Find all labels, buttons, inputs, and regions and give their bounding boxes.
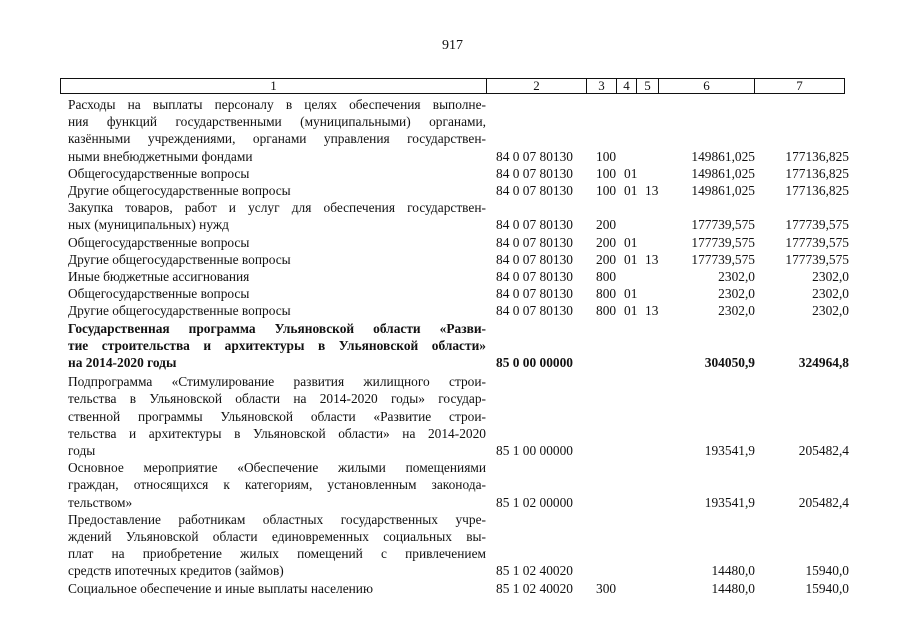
expense-type: 200 bbox=[596, 234, 617, 250]
amount-2019: 149861,025 bbox=[691, 183, 755, 198]
row-description bbox=[68, 285, 486, 302]
table-row bbox=[0, 302, 905, 319]
header-col-7: 7 bbox=[796, 78, 803, 93]
row-description bbox=[68, 511, 486, 580]
table-row bbox=[0, 182, 905, 199]
amount-2020: 177136,825 bbox=[785, 148, 849, 164]
description-line: ных (муниципальных) нужд bbox=[68, 217, 229, 233]
amount-2019: 177739,575 bbox=[691, 217, 755, 233]
amount-2020: 2302,0 bbox=[812, 269, 849, 284]
description-line: ными внебюджетными фондами bbox=[68, 148, 253, 164]
description-line: ния функций государственными (муниципальными) органами, bbox=[68, 114, 486, 130]
expense-type: 100 bbox=[596, 148, 617, 164]
amount-2019: 177739,575 bbox=[691, 251, 755, 267]
expense-type: 800 bbox=[596, 303, 617, 319]
amount-2020: 177136,825 bbox=[785, 165, 849, 181]
table-row bbox=[0, 96, 905, 165]
description-line: годы bbox=[68, 442, 96, 458]
row-description bbox=[68, 165, 486, 182]
amount-2020: 177739,575 bbox=[785, 234, 849, 250]
amount-2020: 324964,8 bbox=[798, 354, 849, 370]
header-col-2: 2 bbox=[487, 79, 587, 93]
amount-2019: 2302,0 bbox=[718, 286, 755, 302]
row-description bbox=[68, 320, 486, 372]
subsection: 13 bbox=[645, 183, 659, 198]
table-row bbox=[0, 459, 905, 511]
target-code: 85 1 02 00000 bbox=[496, 494, 573, 510]
description-line: Предоставление работникам областных государственных учре- bbox=[68, 511, 486, 527]
amount-2020: 205482,4 bbox=[798, 442, 849, 458]
target-code: 84 0 07 80130 bbox=[496, 234, 573, 250]
table-header bbox=[60, 78, 845, 94]
section: 01 bbox=[624, 251, 638, 267]
section: 01 bbox=[624, 234, 638, 250]
target-code: 85 0 00 00000 bbox=[496, 354, 573, 370]
amount-2019: 304050,9 bbox=[704, 354, 755, 370]
amount-2020: 2302,0 bbox=[812, 303, 849, 319]
row-description bbox=[68, 302, 486, 319]
table-row bbox=[0, 320, 905, 372]
description-line: Иные бюджетные ассигнования bbox=[68, 269, 250, 284]
description-line: тельства в Ульяновской области на 2014-2020 годы» государ- bbox=[68, 391, 486, 407]
description-line: плат на приобретение жилых помещений с привлечением bbox=[68, 546, 486, 562]
description-line: тельства и архитектуры в Ульяновской области» на 2014-2020 bbox=[68, 425, 486, 441]
expense-type: 300 bbox=[596, 580, 617, 596]
section: 01 bbox=[624, 303, 638, 319]
description-line: Государственная программа Ульяновской области «Разви- bbox=[68, 320, 486, 336]
target-code: 84 0 07 80130 bbox=[496, 251, 573, 267]
amount-2020: 177739,575 bbox=[785, 217, 849, 233]
amount-2019: 2302,0 bbox=[718, 303, 755, 319]
description-line: тельством» bbox=[68, 494, 133, 510]
section: 01 bbox=[624, 165, 638, 181]
table-row bbox=[0, 580, 905, 597]
target-code: 84 0 07 80130 bbox=[496, 217, 573, 233]
target-code: 85 1 02 40020 bbox=[496, 580, 573, 596]
subsection: 13 bbox=[645, 303, 659, 319]
row-description bbox=[68, 459, 486, 511]
header-col-3: 3 bbox=[587, 79, 617, 93]
amount-2019: 193541,9 bbox=[704, 442, 755, 458]
row-description bbox=[68, 96, 486, 165]
amount-2019: 193541,9 bbox=[704, 494, 755, 510]
expense-type: 100 bbox=[596, 165, 617, 181]
row-description bbox=[68, 234, 486, 251]
header-col-5: 5 bbox=[637, 79, 659, 93]
amount-2020: 15940,0 bbox=[805, 563, 849, 579]
description-line: Другие общегосударственные вопросы bbox=[68, 251, 291, 267]
description-line: тие строительства и архитектуры в Ульяновской области» bbox=[68, 337, 486, 353]
description-line: на 2014-2020 годы bbox=[68, 354, 177, 370]
amount-2019: 149861,025 bbox=[691, 148, 755, 164]
description-line: граждан, относящихся к категориям, установленным законода- bbox=[68, 477, 486, 493]
section: 01 bbox=[624, 286, 638, 302]
table-row bbox=[0, 285, 905, 302]
expense-type: 100 bbox=[596, 183, 617, 198]
table-row bbox=[0, 165, 905, 182]
expense-type: 200 bbox=[596, 217, 617, 233]
amount-2019: 2302,0 bbox=[718, 269, 755, 284]
description-line: средств ипотечных кредитов (займов) bbox=[68, 563, 284, 579]
description-line: Общегосударственные вопросы bbox=[68, 165, 250, 181]
row-description bbox=[68, 199, 486, 233]
table-row bbox=[0, 373, 905, 459]
description-line: Закупка товаров, работ и услуг для обеспечения государствен- bbox=[68, 200, 486, 216]
target-code: 85 1 02 40020 bbox=[496, 563, 573, 579]
description-line: Другие общегосударственные вопросы bbox=[68, 183, 291, 198]
description-line: Расходы на выплаты персоналу в целях обеспечения выполне- bbox=[68, 97, 486, 112]
description-line: Другие общегосударственные вопросы bbox=[68, 303, 291, 319]
table-row bbox=[0, 511, 905, 580]
table-row bbox=[0, 199, 905, 233]
amount-2020: 205482,4 bbox=[798, 494, 849, 510]
description-line: Социальное обеспечение и иные выплаты населению bbox=[68, 580, 373, 596]
amount-2019: 14480,0 bbox=[711, 580, 755, 596]
amount-2020: 177739,575 bbox=[785, 251, 849, 267]
header-col-1: 1 bbox=[61, 79, 487, 93]
row-description bbox=[68, 580, 486, 597]
description-line: Общегосударственные вопросы bbox=[68, 286, 250, 302]
target-code: 84 0 07 80130 bbox=[496, 183, 573, 198]
header-col-6: 6 bbox=[659, 79, 755, 93]
row-description bbox=[68, 373, 486, 459]
description-line: ственной программы Ульяновской области «Развитие строи- bbox=[68, 408, 486, 424]
amount-2020: 2302,0 bbox=[812, 286, 849, 302]
target-code: 84 0 07 80130 bbox=[496, 269, 573, 284]
page-number: 917 bbox=[442, 38, 463, 53]
target-code: 85 1 00 00000 bbox=[496, 442, 573, 458]
section: 01 bbox=[624, 183, 638, 198]
amount-2020: 177136,825 bbox=[785, 183, 849, 198]
description-line: Подпрограмма «Стимулирование развития жилищного строи- bbox=[68, 374, 486, 390]
expense-type: 800 bbox=[596, 286, 617, 302]
table-row bbox=[0, 268, 905, 285]
amount-2020: 15940,0 bbox=[805, 580, 849, 596]
table-row bbox=[0, 234, 905, 251]
amount-2019: 177739,575 bbox=[691, 234, 755, 250]
target-code: 84 0 07 80130 bbox=[496, 148, 573, 164]
description-line: Основное мероприятие «Обеспечение жилыми помещениями bbox=[68, 460, 486, 476]
row-description bbox=[68, 182, 486, 199]
table-row bbox=[0, 251, 905, 268]
target-code: 84 0 07 80130 bbox=[496, 303, 573, 319]
description-line: Общегосударственные вопросы bbox=[68, 234, 250, 250]
row-description bbox=[68, 268, 486, 285]
expense-type: 200 bbox=[596, 251, 617, 267]
header-col-4: 4 bbox=[617, 79, 637, 93]
amount-2019: 149861,025 bbox=[691, 165, 755, 181]
description-line: казёнными учреждениями, органами управления государствен- bbox=[68, 131, 486, 147]
amount-2019: 14480,0 bbox=[711, 563, 755, 579]
description-line: ждений Ульяновской области единовременных социальных вы- bbox=[68, 528, 486, 544]
expense-type: 800 bbox=[596, 269, 617, 284]
target-code: 84 0 07 80130 bbox=[496, 286, 573, 302]
subsection: 13 bbox=[645, 251, 659, 267]
target-code: 84 0 07 80130 bbox=[496, 165, 573, 181]
row-description bbox=[68, 251, 486, 268]
